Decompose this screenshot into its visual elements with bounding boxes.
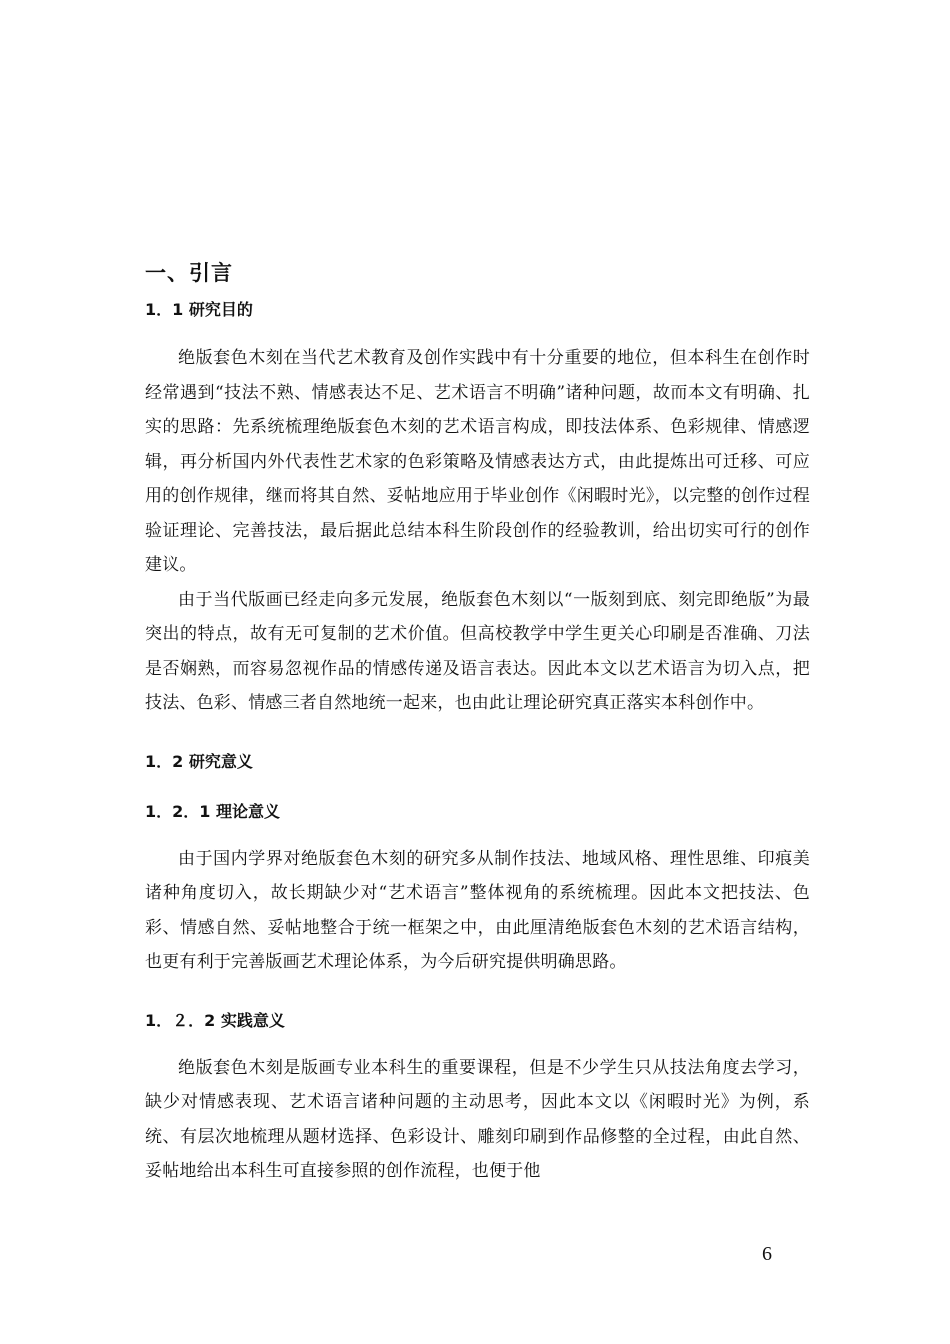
heading-1-1: 1．1 研究目的 bbox=[145, 300, 253, 319]
paragraph-1-2-2: 绝版套色木刻是版画专业本科生的重要课程，但是不少学生只从技法角度去学习，缺少对情感表现、艺术语言诸种问题的主动思考，因此本文以《闲暇时光》为例，系统、有层次地梳理从题材选择、色彩设计、雕刻印刷到作品修整的全过程，由此自然、妥帖地给出本科生可直接参照的创作流程，也便于他 bbox=[145, 1057, 810, 1181]
paragraph-1-1-b: 由于当代版画已经走向多元发展，绝版套色木刻以“一版刻到底、刻完即绝版”为最突出的特点，故有无可复制的艺术价值。但高校教学中学生更关心印刷是否准确、刀法是否娴熟，而容易忽视作品的情感传递及语言表达。因此本文以艺术语言为切入点，把技法、色彩、情感三者自然地统一起来，也由此让理论研究真正落实本科创作中。 bbox=[145, 589, 810, 713]
heading-1-2-2: 1．２．2 实践意义 bbox=[145, 1010, 285, 1030]
chapter-title: 一、引言 bbox=[145, 261, 233, 285]
page-content bbox=[145, 258, 810, 1189]
page-number: 6 bbox=[762, 1243, 772, 1265]
paragraph-1-1-a: 绝版套色木刻在当代艺术教育及创作实践中有十分重要的地位，但本科生在创作时经常遇到“技法不熟、情感表达不足、艺术语言不明确”诸种问题，故而本文有明确、扎实的思路：先系统梳理绝版套色木刻的艺术语言构成，即技法体系、色彩规律、情感逻辑，再分析国内外代表性艺术家的色彩策略及情感表达方式，由此提炼出可迁移、可应用的创作规律，继而将其自然、妥帖地应用于毕业创作《闲暇时光》，以完整的创作过程验证理论、完善技法，最后据此总结本科生阶段创作的经验教训，给出切实可行的创作建议。 bbox=[145, 348, 810, 575]
paragraph-1-2-1: 由于国内学界对绝版套色木刻的研究多从制作技法、地域风格、理性思维、印痕美诸种角度切入，故长期缺少对“艺术语言”整体视角的系统梳理。因此本文把技法、色彩、情感自然、妥帖地整合于统一框架之中，由此厘清绝版套色木刻的艺术语言结构，也更有利于完善版画艺术理论体系，为今后研究提供明确思路。 bbox=[145, 848, 810, 972]
heading-1-2: 1．2 研究意义 bbox=[145, 751, 253, 771]
heading-1-2-1: 1．2．1 理论意义 bbox=[145, 801, 280, 821]
